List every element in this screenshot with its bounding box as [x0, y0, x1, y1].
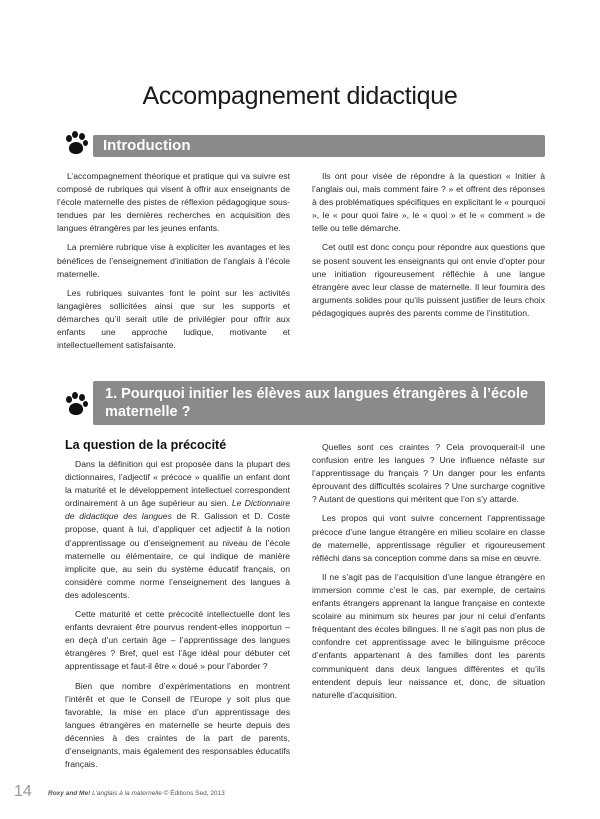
paragraph: Ils ont pour visée de répondre à la question « Initier à l’anglais oui, mais comment faire ? » et offrent des réponses à des problématiques spécifiques en explicitant le « pourquoi », le « pour quoi faire », le « quoi » et le « comment » de telle ou telle démarche.: [312, 171, 545, 234]
paragraph: Les propos qui vont suivre concernent l’apprentissage précoce d’une langue étrangère en milieu scolaire en classe de maternelle, apprentissage régulier et rigoureusement réfléchi dans sa conception comme dans sa mise en œuvre.: [312, 513, 545, 563]
intro-right-column: [312, 170, 545, 326]
paragraph: Cette maturité et cette précocité intellectuelle dont les enfants devraient être pourvus rendent-elles inopportun – en deçà d’un certain âge – l’apprentissage des langues étrangères ? Bref, quel est l’âge idéal pour débuter cet apprentissage et faut-il être « doué » pour l’aborder ?: [65, 609, 290, 672]
section1-left-column: [65, 437, 290, 777]
book-title-italic: Le Dictionnaire de didactique des langues: [65, 498, 290, 522]
paw-icon: [64, 392, 88, 416]
footer-credit: Roxy and Me! L’anglais à la maternelle © Éditions Sed, 2013: [48, 790, 225, 797]
paragraph: Bien que nombre d’expérimentations en montrent l’intérêt et que le Conseil de l’Europe y soit plus que favorable, la mise en place d’un apprentissage des langues étrangères en maternelle se heurte depuis des décennies à des craintes de la part de parents, d’enseignants, mais également des responsables éducatifs français.: [65, 680, 291, 770]
paragraph: La première rubrique vise à expliciter les avantages et les bénéfices de l’enseignement d’initiation de l’anglais à l’école maternelle.: [57, 242, 290, 279]
intro-left-column: [57, 170, 290, 358]
paragraph: Dans la définition qui est proposée dans la plupart des dictionnaires, l’adjectif « précoce » qualifie un enfant dont la maturité et le développement intellectuel correspondent ordinairement à un âge supérieur au sien. Le Dictionnaire de didactique des langues de R. Galisson et D. Coste propose, quant à lui, d’appliquer cet adjectif à la notion d’apprentissage ou d’enseignement au niveau de l’école maternelle ou élémentaire, ce qui indique de manière implicite que, au sein du système éducatif français, on considère comme norme l’enseignement des langues à des adolescents.: [65, 459, 290, 600]
paw-icon: [64, 131, 88, 155]
section-heading-1: 1. Pourquoi initier les élèves aux langues étrangères à l’école maternelle ?: [93, 381, 545, 425]
page-title: Accompagnement didactique: [142, 82, 458, 110]
paragraph: Quelles sont ces craintes ? Cela provoquerait-il une confusion entre les langues ? Une influence néfaste sur l’apprentissage du français ? Un danger pour les enfants éprouvant des difficultés scolaires ? Une surcharge cognitive ? Autant de questions qui méritent que l’on s’y attarde.: [312, 442, 545, 505]
paragraph: L’accompagnement théorique et pratique qui va suivre est composé de rubriques qui visent à offrir aux enseignants de l’école maternelle des pistes de réflexion pédagogique sous-tendues par les dernières recherches en acquisition des langues étrangères par les jeunes enfants.: [57, 171, 290, 234]
page-number: 14: [14, 783, 32, 800]
paragraph: Cet outil est donc conçu pour répondre aux questions que se posent souvent les enseignants qui ont envie d’opter pour une initiation rigoureusement réfléchie à une langue étrangère avec leur classe de maternelle. Il leur fournira des arguments solides pour qu’ils puissent justifier de leurs choix pédagogiques auprès des parents comme de l’institution.: [312, 242, 545, 318]
section1-right-column: [312, 441, 545, 708]
section-heading-introduction: Introduction: [93, 135, 545, 157]
paragraph: Il ne s’agit pas de l’acquisition d’une langue étrangère en immersion comme c’est le cas, par exemple, de certains enfants étrangers apprenant la langue française en contexte scolaire au minimum six heures par jour ni celui d’enfants fréquentant des écoles bilingues. Il ne s’agit pas non plus de confondre cet apprentissage avec le bilinguisme précoce d’enfants appartenant à des familles dont les parents communiquent dans deux langues différentes et qu’ils entendent depuis leur naissance et, donc, de situation naturelle d’acquisition.: [312, 571, 545, 700]
paragraph: Les rubriques suivantes font le point sur les activités langagières sollicitées ainsi que sur les supports et démarches qu’il serait utile de privilégier pour offrir aux enfants une approche ludique, motivante et intellectuellement satisfaisante.: [57, 287, 290, 351]
subheading: La question de la précocité: [65, 438, 227, 452]
